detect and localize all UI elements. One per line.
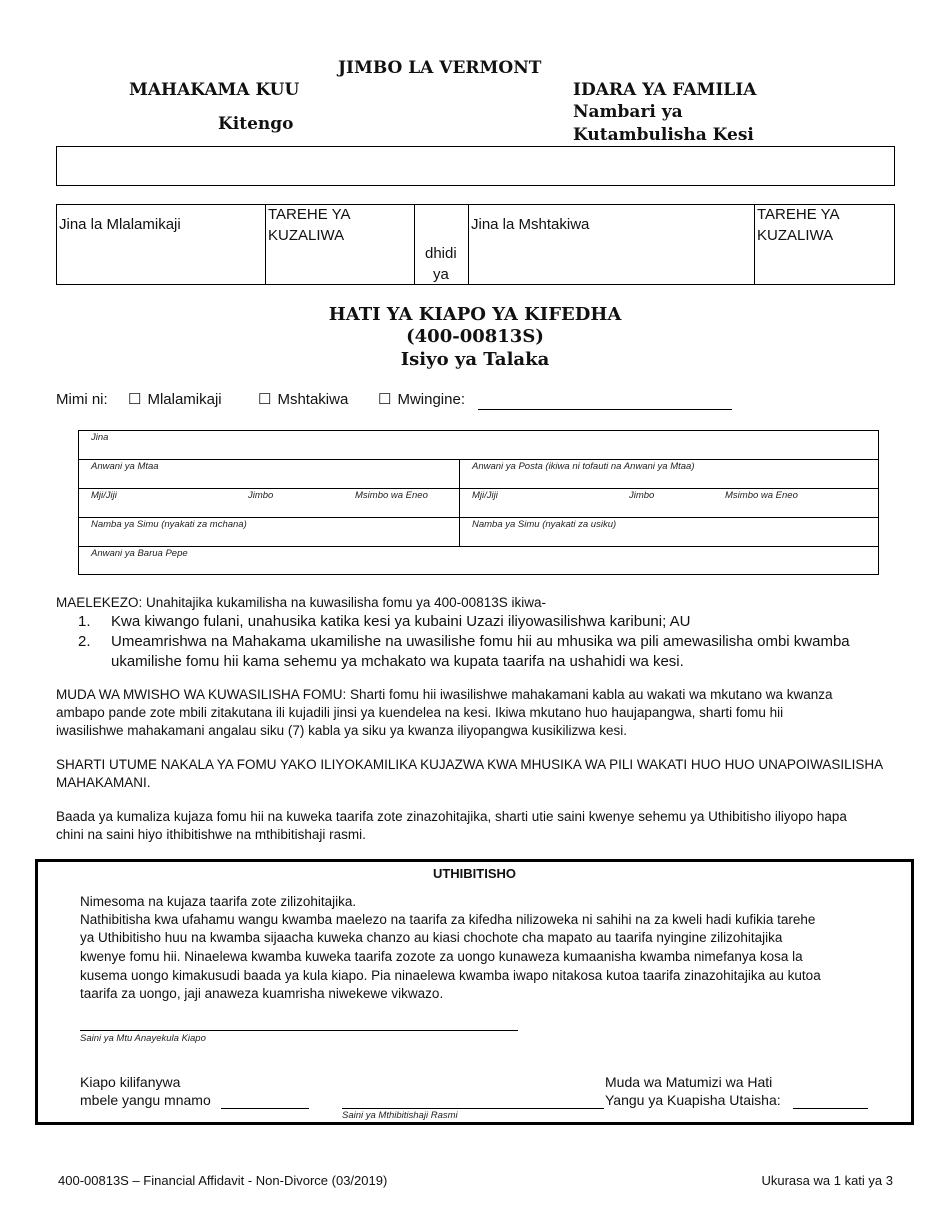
division-heading: IDARA YA FAMILIA	[573, 80, 757, 100]
name-input[interactable]	[79, 431, 878, 459]
affiant-signature-line[interactable]	[80, 1030, 518, 1031]
role-selector	[56, 390, 108, 410]
deadline-line-1: MUDA WA MWISHO WA KUWASILISHA FOMU: Sharti fomu hii iwasilishwe mahakamani kabla au wakati wa mkutano wa kwanza	[56, 687, 833, 702]
footer-page-number: Ukurasa wa 1 kati ya 3	[761, 1173, 893, 1188]
affiant-signature-label: Saini ya Mtu Anayekula Kiapo	[80, 1033, 206, 1044]
mailing-city-label: Mji/Jiji	[472, 490, 498, 501]
role-option-defendant[interactable]	[258, 390, 348, 410]
form-title: HATI YA KIAPO YA KIFEDHA	[328, 304, 622, 325]
commission-label-2: Yangu ya Kuapisha Utaisha:	[605, 1092, 781, 1108]
contact-table	[78, 430, 879, 575]
notary-signature-line[interactable]	[342, 1108, 604, 1109]
role-option-label: Mlalamikaji	[147, 391, 222, 408]
verification-line-5: kusema uongo kimakusudi baada ya kula kiapo. Pia ninaelewa kwamba iwapo nitakosa kutoa taarifa zinazohitajika au kutoa	[80, 968, 821, 983]
verification-line-1: Nimesoma na kujaza taarifa zote zilizohitajika.	[80, 894, 357, 909]
instruction-item-1: Kwa kiwango fulani, unahusika katika kesi ya kubaini Uzazi iliyowasilishwa karibuni; AU	[111, 613, 691, 630]
sign-notice-line-1: Baada ya kumaliza kujaza fomu hii na kuweka taarifa zote zinazohitajika, sharti utie saini kwenye sehemu ya Uthibitisho iliyopo hapa	[56, 809, 847, 824]
checkbox-icon[interactable]: ☐	[258, 391, 272, 408]
mailing-zip-label: Msimbo wa Eneo	[725, 490, 798, 501]
name-field-label: Jina	[91, 432, 109, 443]
role-option-label: Mwingine:	[397, 391, 465, 408]
mailing-address-label: Anwani ya Posta (ikiwa ni tofauti na Anwani ya Mtaa)	[472, 461, 695, 472]
plaintiff-name-label: Jina la Mlalamikaji	[59, 216, 181, 233]
state-heading: JIMBO LA VERMONT	[338, 58, 542, 78]
sign-notice-line-2: chini na saini hiyo ithibitishwe na mthibitishaji rasmi.	[56, 827, 366, 842]
role-option-plaintiff[interactable]	[128, 390, 222, 410]
court-heading: MAHAKAMA KUU	[129, 80, 300, 100]
versus-label-2: ya	[433, 266, 449, 283]
sworn-label-2: mbele yangu mnamo	[80, 1092, 211, 1108]
checkbox-icon[interactable]: ☐	[128, 391, 142, 408]
instructions-intro: MAELEKEZO: Unahitajika kukamilisha na kuwasilisha fomu ya 400-00813S ikiwa-	[56, 595, 546, 610]
plaintiff-dob-label-2: KUZALIWA	[268, 227, 345, 244]
case-number-label-2: Kutambulisha Kesi	[573, 125, 754, 145]
email-label: Anwani ya Barua Pepe	[91, 548, 188, 559]
verification-line-3: ya Uthibitisho huu na kwamba sijaacha kuweka chanzo au kiasi chochote cha mapato au taarifa nyingine zilizohitajika	[80, 930, 783, 945]
verification-title: UTHIBITISHO	[432, 866, 517, 881]
checkbox-icon[interactable]: ☐	[378, 391, 392, 408]
commission-expiry-field[interactable]	[793, 1108, 868, 1109]
sworn-label-1: Kiapo kilifanywa	[80, 1074, 181, 1090]
plaintiff-dob-label-1: TAREHE YA	[268, 206, 351, 223]
zip-label: Msimbo wa Eneo	[355, 490, 428, 501]
case-info-field[interactable]	[56, 146, 895, 186]
unit-label: Kitengo	[218, 114, 294, 134]
instruction-number: 1.	[78, 613, 91, 630]
sworn-date-field[interactable]	[221, 1108, 309, 1109]
phone-night-label: Namba ya Simu (nyakati za usiku)	[472, 519, 617, 530]
deadline-line-2: ambapo pande zote mbili zitakutana ili kujadili jinsi ya kuendelea na kesi. Ikiwa mkutano huo haujapangwa, sharti fomu hii	[56, 705, 784, 720]
copy-notice-line-2: MAHAKAMANI.	[56, 775, 151, 790]
copy-notice-line-1: SHARTI UTUME NAKALA YA FOMU YAKO ILIYOKAMILIKA KUJAZWA KWA MHUSIKA WA PILI WAKATI HUO HUO UNAPOIWASILISHA	[56, 757, 884, 772]
verification-line-2: Nathibitisha kwa ufahamu wangu kwamba maelezo na taarifa za kifedha nilizoweka ni sahihi na za kweli hadi kufikia tarehe	[80, 912, 816, 927]
city-label: Mji/Jiji	[91, 490, 117, 501]
defendant-dob-label-1: TAREHE YA	[757, 206, 840, 223]
role-option-other[interactable]	[378, 390, 465, 410]
instruction-number: 2.	[78, 633, 91, 650]
deadline-line-3: iwasilishwe mahakamani angalau siku (7) kabla ya siku ya kwanza iliyopangwa kusikilizwa kesi.	[56, 723, 628, 738]
notary-signature-label: Saini ya Mthibitishaji Rasmi	[342, 1110, 458, 1121]
role-label: Mimi ni:	[56, 391, 108, 408]
form-subtitle: Isiyo ya Talaka	[400, 349, 550, 370]
verification-line-6: taarifa za uongo, jaji anaweza kuamrisha niwekewe vikwazo.	[80, 986, 444, 1001]
mailing-state-label: Jimbo	[629, 490, 655, 501]
instruction-item-2-line-2: ukamilishe fomu hii kama sehemu ya mchakato wa kupata taarifa na ushahidi wa kesi.	[111, 653, 684, 670]
versus-label-1: dhidi	[425, 245, 457, 262]
phone-day-label: Namba ya Simu (nyakati za mchana)	[91, 519, 247, 530]
instruction-item-2-line-1: Umeamrishwa na Mahakama ukamilishe na uwasilishe fomu hii au mhusika wa pili amewasilisha ombi kwamba	[111, 633, 850, 650]
state-label: Jimbo	[248, 490, 274, 501]
case-number-label-1: Nambari ya	[573, 102, 683, 122]
street-address-label: Anwani ya Mtaa	[91, 461, 159, 472]
verification-line-4: kwenye fomu hii. Ninaelewa kwamba kuweka taarifa zozote za uongo kunaweza kumaanisha kwamba nimefanya kosa la	[80, 949, 803, 964]
defendant-name-label: Jina la Mshtakiwa	[471, 216, 590, 233]
defendant-dob-label-2: KUZALIWA	[757, 227, 834, 244]
role-option-label: Mshtakiwa	[277, 391, 349, 408]
form-number: (400-00813S)	[406, 326, 544, 347]
parties-table	[56, 204, 895, 285]
other-role-field[interactable]	[478, 409, 732, 410]
commission-label-1: Muda wa Matumizi wa Hati	[605, 1074, 773, 1090]
footer-form-id: 400-00813S – Financial Affidavit - Non-Divorce (03/2019)	[58, 1173, 388, 1188]
verification-box	[35, 859, 914, 1125]
